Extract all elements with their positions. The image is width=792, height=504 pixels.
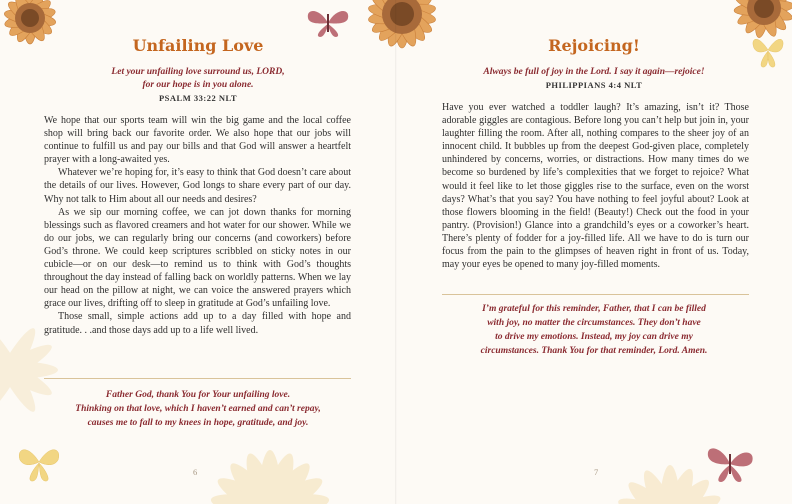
verse-line: for our hope is in you alone.	[142, 80, 254, 90]
page-number: 7	[594, 467, 599, 477]
prayer-line: with joy, no matter the circumstances. They don’t have	[487, 318, 701, 328]
body-paragraph: Have you ever watched a toddler laugh? It’s amazing, isn’t it? Those adorable giggles are contagious. Before long you can’t help but join in, your laughter filling the room. After all, nothing compares to the sheer joy of an innocent child. It bubbles up from the deepest God-given place, completely unhindered by concerns, worries, or distractions. How many times do we become so burdened by life’s complexities that we forget to rejoice? What would it feel like to let those giggles rise to the surface, even on the worst days? What’s that you say? You have nothing to feel joyful about? Look at those flowers blooming in the field! (Beauty!) Check out the food in your pantry. (Provision!) Glance into a grandchild’s eyes or a coworker’s heart. There’s plenty of fodder for a joy-filled life. All we have to do is turn our focus from the pain to the glimpses of heaven right in front of us. Today, may your eyes be opened to many joy-filled moments.	[442, 102, 749, 271]
divider-rule	[442, 294, 749, 295]
verse-reference: PHILIPPIANS 4:4 NLT	[545, 80, 643, 90]
prayer-line: circumstances. Thank You for that reminder, Lord. Amen.	[480, 346, 708, 356]
body-paragraph: Those small, simple actions add up to a day filled with hope and gratitude. . .and those days add up to a life well lived.	[44, 311, 351, 336]
page-title: Rejoicing!	[548, 36, 640, 55]
verse-line: Let your unfailing love surround us, LORD,	[111, 67, 285, 77]
body-paragraph: Whatever we’re hoping for, it’s easy to think that God doesn’t care about the details of our lives. However, God longs to share every part of our day. Why not talk to Him about all our needs and desires?	[44, 167, 351, 205]
verse-line: Always be full of joy in the Lord. I say it again—rejoice!	[483, 67, 705, 77]
body-paragraph: As we sip our morning coffee, we can jot down thanks for morning blessings such as flavored creamers and hot water for our shower. While we do our jobs, we can regularly bring our concerns (and coworkers) before God’s throne. We could keep scriptures scribbled on sticky notes in our cubicle—or on our desk—to remind us to think with God’s thoughts throughout the day instead of falling back on worldly patterns. When we lay our head on the pillow at night, we can voice the answered prayers which grace our lives, drifting off to sleep in gratitude at God’s unfailing love.	[44, 206, 351, 310]
devotional-body	[44, 114, 351, 337]
body-paragraph: We hope that our sports team will win the big game and the local coffee shop will bring back our favorite order. We also hope that our jobs will continue to fulfill us and pay our bills and that God will answer a heartfelt prayer with a long-awaited yes.	[44, 115, 351, 166]
page-number: 6	[193, 467, 198, 477]
right-page	[396, 0, 792, 504]
prayer-line: causes me to fall to my knees in hope, gratitude, and joy.	[87, 418, 309, 428]
divider-rule	[44, 378, 351, 379]
page-title: Unfailing Love	[132, 36, 264, 55]
devotional-body	[442, 101, 749, 271]
prayer-line: Thinking on that love, which I haven’t earned and can’t repay,	[75, 404, 321, 414]
verse-reference: PSALM 33:22 NLT	[158, 93, 238, 103]
prayer-line: I’m grateful for this reminder, Father, that I can be filled	[482, 304, 706, 314]
prayer-line: Father God, thank You for Your unfailing love.	[105, 390, 291, 400]
prayer-line: to drive my emotions. Instead, my joy can drive my	[495, 332, 693, 342]
